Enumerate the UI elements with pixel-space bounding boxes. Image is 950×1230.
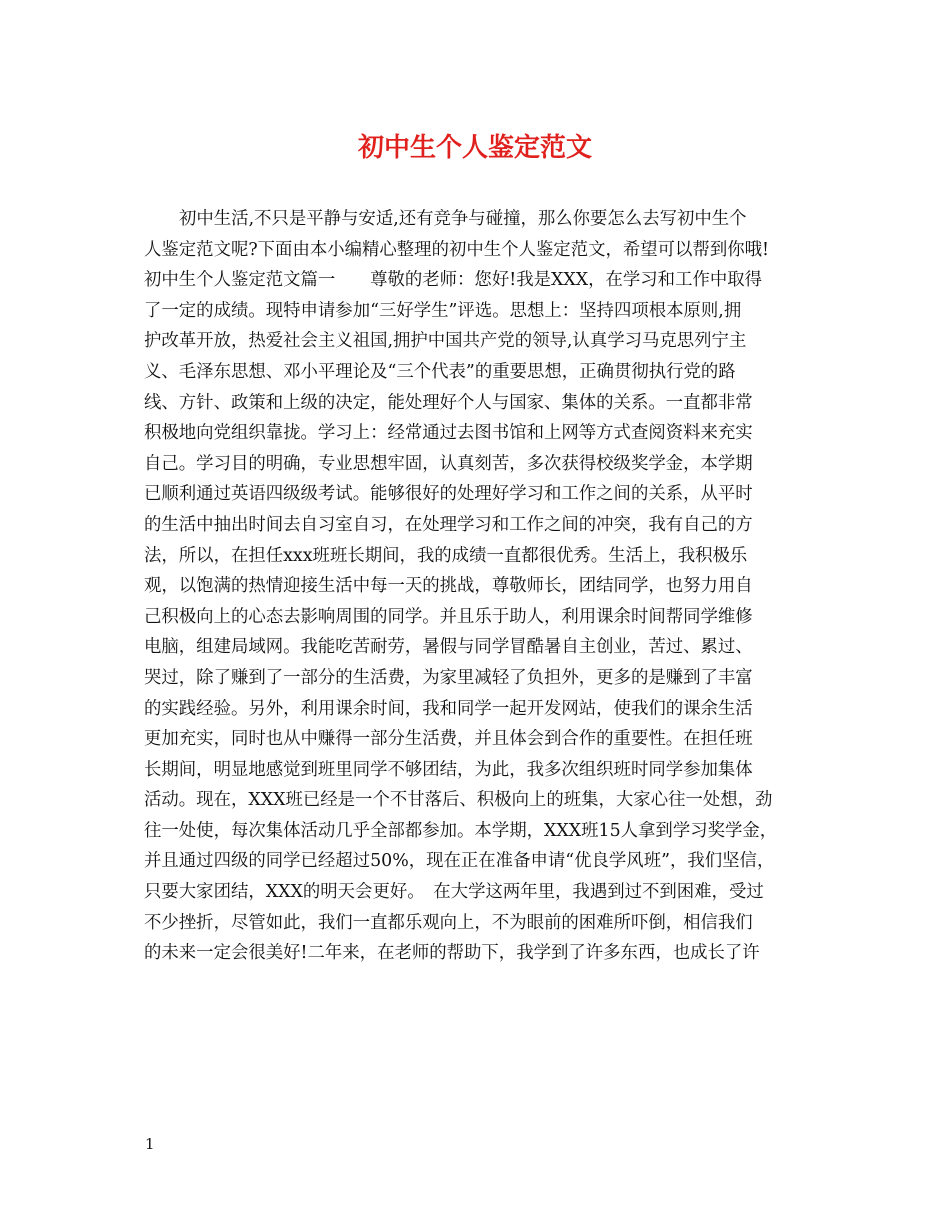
- body-line: 初中生个人鉴定范文篇一 尊敬的老师：您好!我是XXX，在学习和工作中取得: [144, 270, 763, 291]
- page-number: 1: [145, 1135, 155, 1153]
- body-line: 更加充实，同时也从中赚得一部分生活费，并且体会到合作的重要性。在担任班: [144, 729, 753, 750]
- body-line: 己积极向上的心态去影响周围的同学。并且乐于助人，利用课余时间帮同学维修: [144, 606, 753, 627]
- body-line: 已顺利通过英语四级级考试。能够很好的处理好学习和工作之间的关系，从平时: [144, 484, 753, 505]
- body-line: 线、方针、政策和上级的决定，能处理好个人与国家、集体的关系。一直都非常: [144, 392, 753, 413]
- body-line: 电脑，组建局域网。我能吃苦耐劳，暑假与同学冒酷暑自主创业，苦过、累过、: [144, 637, 753, 658]
- document-title: 初中生个人鉴定范文: [357, 133, 592, 163]
- body-line: 自己。学习目的明确，专业思想牢固，认真刻苦，多次获得校级奖学金，本学期: [144, 453, 753, 474]
- body-line: 的未来一定会很美好!二年来，在老师的帮助下，我学到了许多东西，也成长了许: [144, 943, 760, 964]
- body-line: 长期间，明显地感觉到班里同学不够团结，为此，我多次组织班时同学参加集体: [144, 759, 753, 780]
- body-line: 往一处使，每次集体活动几乎全部都参加。本学期，XXX班15人拿到学习奖学金，: [144, 820, 778, 841]
- body-line: 不少挫折，尽管如此，我们一直都乐观向上，不为眼前的困难所吓倒，相信我们: [144, 912, 753, 933]
- body-line: 观，以饱满的热情迎接生活中每一天的挑战，尊敬师长，团结同学，也努力用自: [144, 576, 753, 597]
- body-line: 的实践经验。另外，利用课余时间，我和同学一起开发网站，使我们的课余生活: [144, 698, 753, 719]
- body-line: 积极地向党组织靠拢。学习上：经常通过去图书馆和上网等方式查阅资料来充实: [144, 423, 753, 444]
- body-line: 人鉴定范文呢?下面由本小编精心整理的初中生个人鉴定范文，希望可以帮到你哦!: [144, 239, 769, 260]
- body-line: 的生活中抽出时间去自习室自习，在处理学习和工作之间的冲突，我有自己的方: [144, 514, 753, 535]
- body-line: 并且通过四级的同学已经超过50%，现在正在准备申请“优良学风班”，我们坚信，: [144, 851, 775, 872]
- body-line: 了一定的成绩。现特申请参加“三好学生”评选。思想上：坚持四项根本原则,拥: [144, 300, 742, 321]
- body-line: 法，所以，在担任xxx班班长期间，我的成绩一直都很优秀。生活上，我积极乐: [144, 545, 748, 566]
- body-line: 只要大家团结，XXX的明天会更好。 在大学这两年里，我遇到过不到困难，受过: [144, 882, 764, 903]
- body-line: 活动。现在，XXX班已经是一个不甘落后、积极向上的班集，大家心往一处想，劲: [144, 790, 773, 811]
- body-line: 初中生活,不只是平静与安适,还有竞争与碰撞，那么你要怎么去写初中生个: [179, 209, 747, 229]
- body-line: 哭过，除了赚到了一部分的生活费，为家里减轻了负担外，更多的是赚到了丰富: [144, 667, 753, 688]
- body-line: 护改革开放，热爱社会主义祖国,拥护中国共产党的领导,认真学习马克思列宁主: [144, 331, 747, 352]
- body-line: 义、毛泽东思想、邓小平理论及“三个代表”的重要思想，正确贯彻执行党的路: [144, 361, 736, 382]
- document-body: [144, 204, 810, 969]
